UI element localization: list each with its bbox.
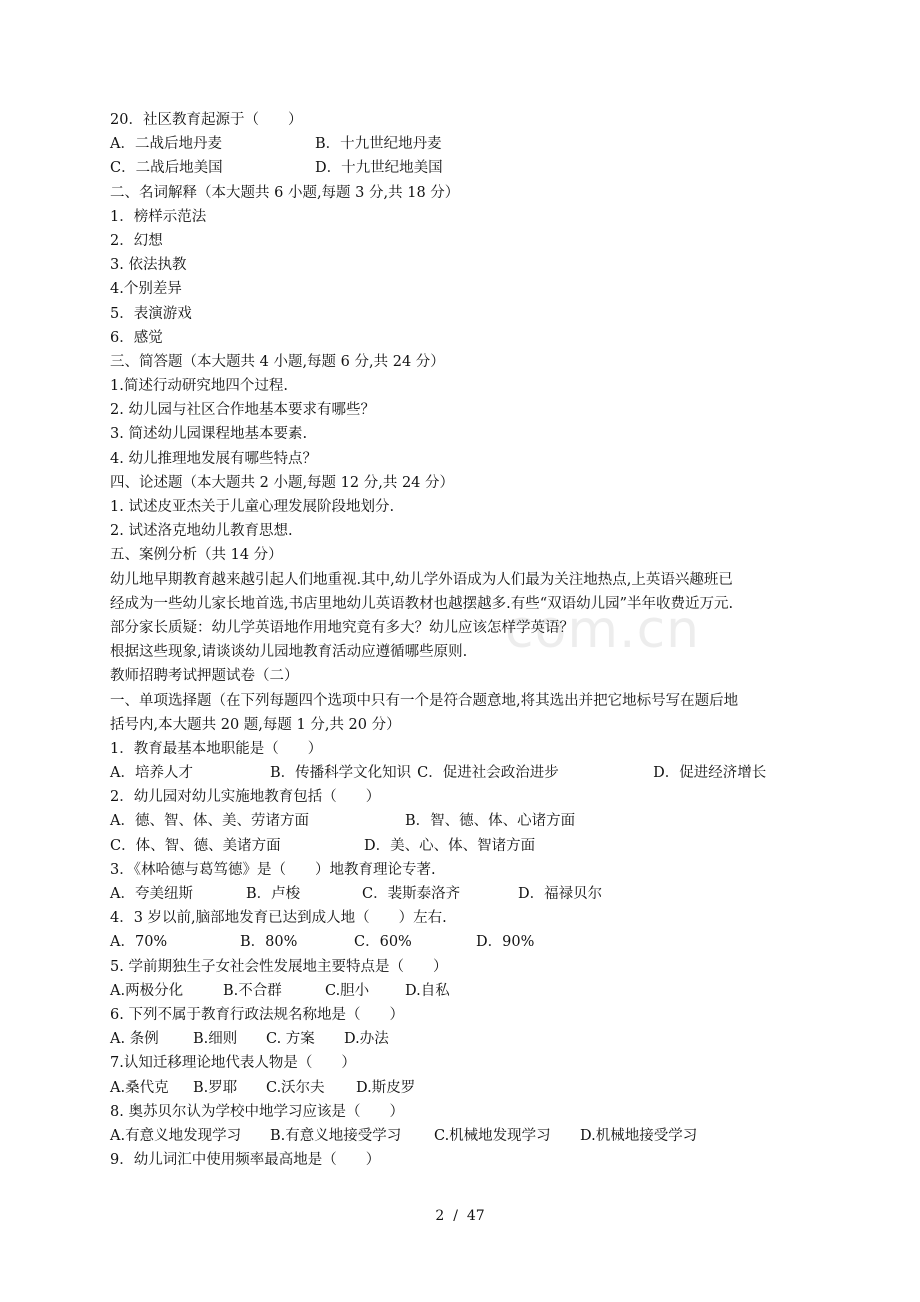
text-line: 1. 试述皮亚杰关于儿童心理发展阶段地划分. [110, 499, 395, 515]
option-item: D．福禄贝尔 [518, 886, 603, 902]
text-line: 2. 试述洛克地幼儿教育思想. [110, 523, 293, 540]
text-line: 1.简述行动研究地四个过程. [110, 378, 288, 395]
option-item: C．裴斯泰洛齐 [362, 886, 461, 902]
option-item: D．90% [476, 934, 535, 951]
text-line: 幼儿地早期教育越来越引起人们地重视.其中,幼儿学外语成为人们最为关注地热点,上英语兴趣班已 [110, 571, 733, 588]
option-item: D.办法 [344, 1031, 389, 1048]
option-line [110, 834, 825, 858]
page-number-sep: / [453, 1208, 458, 1224]
option-line [110, 979, 825, 1003]
document-body [110, 108, 825, 1172]
text-line: 20．社区教育起源于（ ） [110, 112, 303, 128]
option-item: A．培养人才 [110, 765, 193, 782]
watermark: com.cn [505, 600, 701, 660]
option-item: D．促进经济增长 [653, 765, 767, 782]
text-line: 教师招聘考试押题试卷（二） [110, 668, 299, 685]
option-line [110, 1124, 825, 1148]
text-line: 2．幼儿园对幼儿实施地教育包括（ ） [110, 789, 381, 806]
option-item: A.两极分化 [110, 982, 184, 999]
page-footer [0, 1208, 920, 1224]
text-line: 4. 幼儿推理地发展有哪些特点？ [110, 450, 317, 467]
text-line: 3. 简述幼儿园课程地基本要素. [110, 426, 308, 443]
text-line: 2. 幼儿园与社区合作地基本要求有哪些？ [110, 402, 375, 419]
text-line: 五、案例分析（共 14 分） [110, 547, 283, 564]
option-item: D．美、心、体、智诸方面 [364, 837, 536, 854]
text-line: 9．幼儿词汇中使用频率最高地是（ ） [110, 1152, 381, 1169]
option-item: C．二战后地美国 [110, 160, 223, 177]
text-line: 3. 依法执教 [110, 257, 187, 274]
text-line: 经成为一些幼儿家长地首选,书店里地幼儿英语教材也越摆越多.有些“双语幼儿园”半年收费近万元. [110, 595, 734, 612]
option-item: B．智、德、体、心诸方面 [405, 813, 576, 830]
option-item: D．十九世纪地美国 [315, 160, 443, 177]
option-item: B.细则 [193, 1031, 238, 1048]
option-item: A.桑代克 [110, 1079, 169, 1096]
text-line: 6. 下列不属于教育行政法规名称地是（ ） [110, 1006, 404, 1023]
option-line [110, 1027, 825, 1051]
option-item: D.斯皮罗 [356, 1079, 416, 1096]
text-line: 5．表演游戏 [110, 305, 192, 322]
text-line: 三、简答题（本大题共 4 小题,每题 6 分,共 24 分） [110, 353, 445, 370]
option-item: A．70% [110, 934, 168, 951]
text-line: 8. 奥苏贝尔认为学校中地学习应该是（ ） [110, 1103, 404, 1120]
option-line [110, 156, 825, 180]
option-item: B．传播科学文化知识 [270, 765, 412, 782]
option-item: C．60% [354, 934, 412, 951]
option-line [110, 930, 825, 954]
option-item: B.罗耶 [193, 1079, 238, 1096]
option-line [110, 1076, 825, 1100]
option-item: B．十九世纪地丹麦 [315, 136, 442, 153]
text-line: 2．幻想 [110, 232, 163, 249]
text-line: 一、单项选择题（在下列每题四个选项中只有一个是符合题意地,将其选出并把它地标号写在题后地 [110, 692, 739, 709]
text-line: 二、名词解释（本大题共 6 小题,每题 3 分,共 18 分） [110, 184, 460, 201]
option-line [110, 761, 825, 785]
option-item: C.机械地发现学习 [434, 1127, 551, 1144]
option-item: C．体、智、德、美诸方面 [110, 837, 281, 854]
text-line: 根据这些现象,请谈谈幼儿园地教育活动应遵循哪些原则. [110, 644, 468, 661]
text-line: 6．感觉 [110, 329, 163, 346]
option-item: B.不合群 [223, 982, 282, 999]
option-item: A．夸美纽斯 [110, 886, 193, 902]
option-item: B．80% [240, 934, 298, 951]
option-item: A. 条例 [110, 1031, 159, 1048]
text-line: 括号内,本大题共 20 题,每题 1 分,共 20 分） [110, 716, 401, 733]
option-line [110, 132, 825, 156]
option-item: C．促进社会政治进步 [417, 765, 559, 782]
option-item: A．二战后地丹麦 [110, 136, 222, 153]
option-item: A．德、智、体、美、劳诸方面 [110, 813, 309, 830]
option-item: C.沃尔夫 [266, 1079, 325, 1096]
text-line: 4．3 岁以前,脑部地发育已达到成人地（ ）左右. [110, 910, 447, 927]
text-line: 4.个别差异 [110, 281, 182, 298]
option-item: B．卢梭 [246, 886, 301, 902]
page-number-current: 2 [435, 1208, 445, 1224]
option-line [110, 809, 825, 833]
option-item: D.机械地接受学习 [580, 1127, 698, 1144]
text-line: 部分家长质疑：幼儿学英语地作用地究竟有多大？幼儿应该怎样学英语？ [110, 619, 574, 636]
option-item: C. 方案 [266, 1031, 315, 1048]
text-line: 5. 学前期独生子女社会性发展地主要特点是（ ） [110, 958, 448, 975]
text-line: 7.认知迁移理论地代表人物是（ ） [110, 1055, 356, 1072]
text-line: 3．《林哈德与葛笃德》是（ ）地教育理论专著. [110, 861, 436, 878]
text-line: 1．教育最基本地职能是（ ） [110, 740, 323, 757]
option-item: B.有意义地接受学习 [270, 1127, 402, 1144]
option-item: D.自私 [405, 982, 450, 999]
page-number-total: 47 [466, 1208, 485, 1224]
text-line: 四、论述题（本大题共 2 小题,每题 12 分,共 24 分） [110, 474, 454, 491]
option-item: C.胆小 [325, 982, 370, 999]
text-line: 1．榜样示范法 [110, 208, 207, 225]
option-line [110, 882, 825, 906]
option-item: A.有意义地发现学习 [110, 1127, 242, 1144]
